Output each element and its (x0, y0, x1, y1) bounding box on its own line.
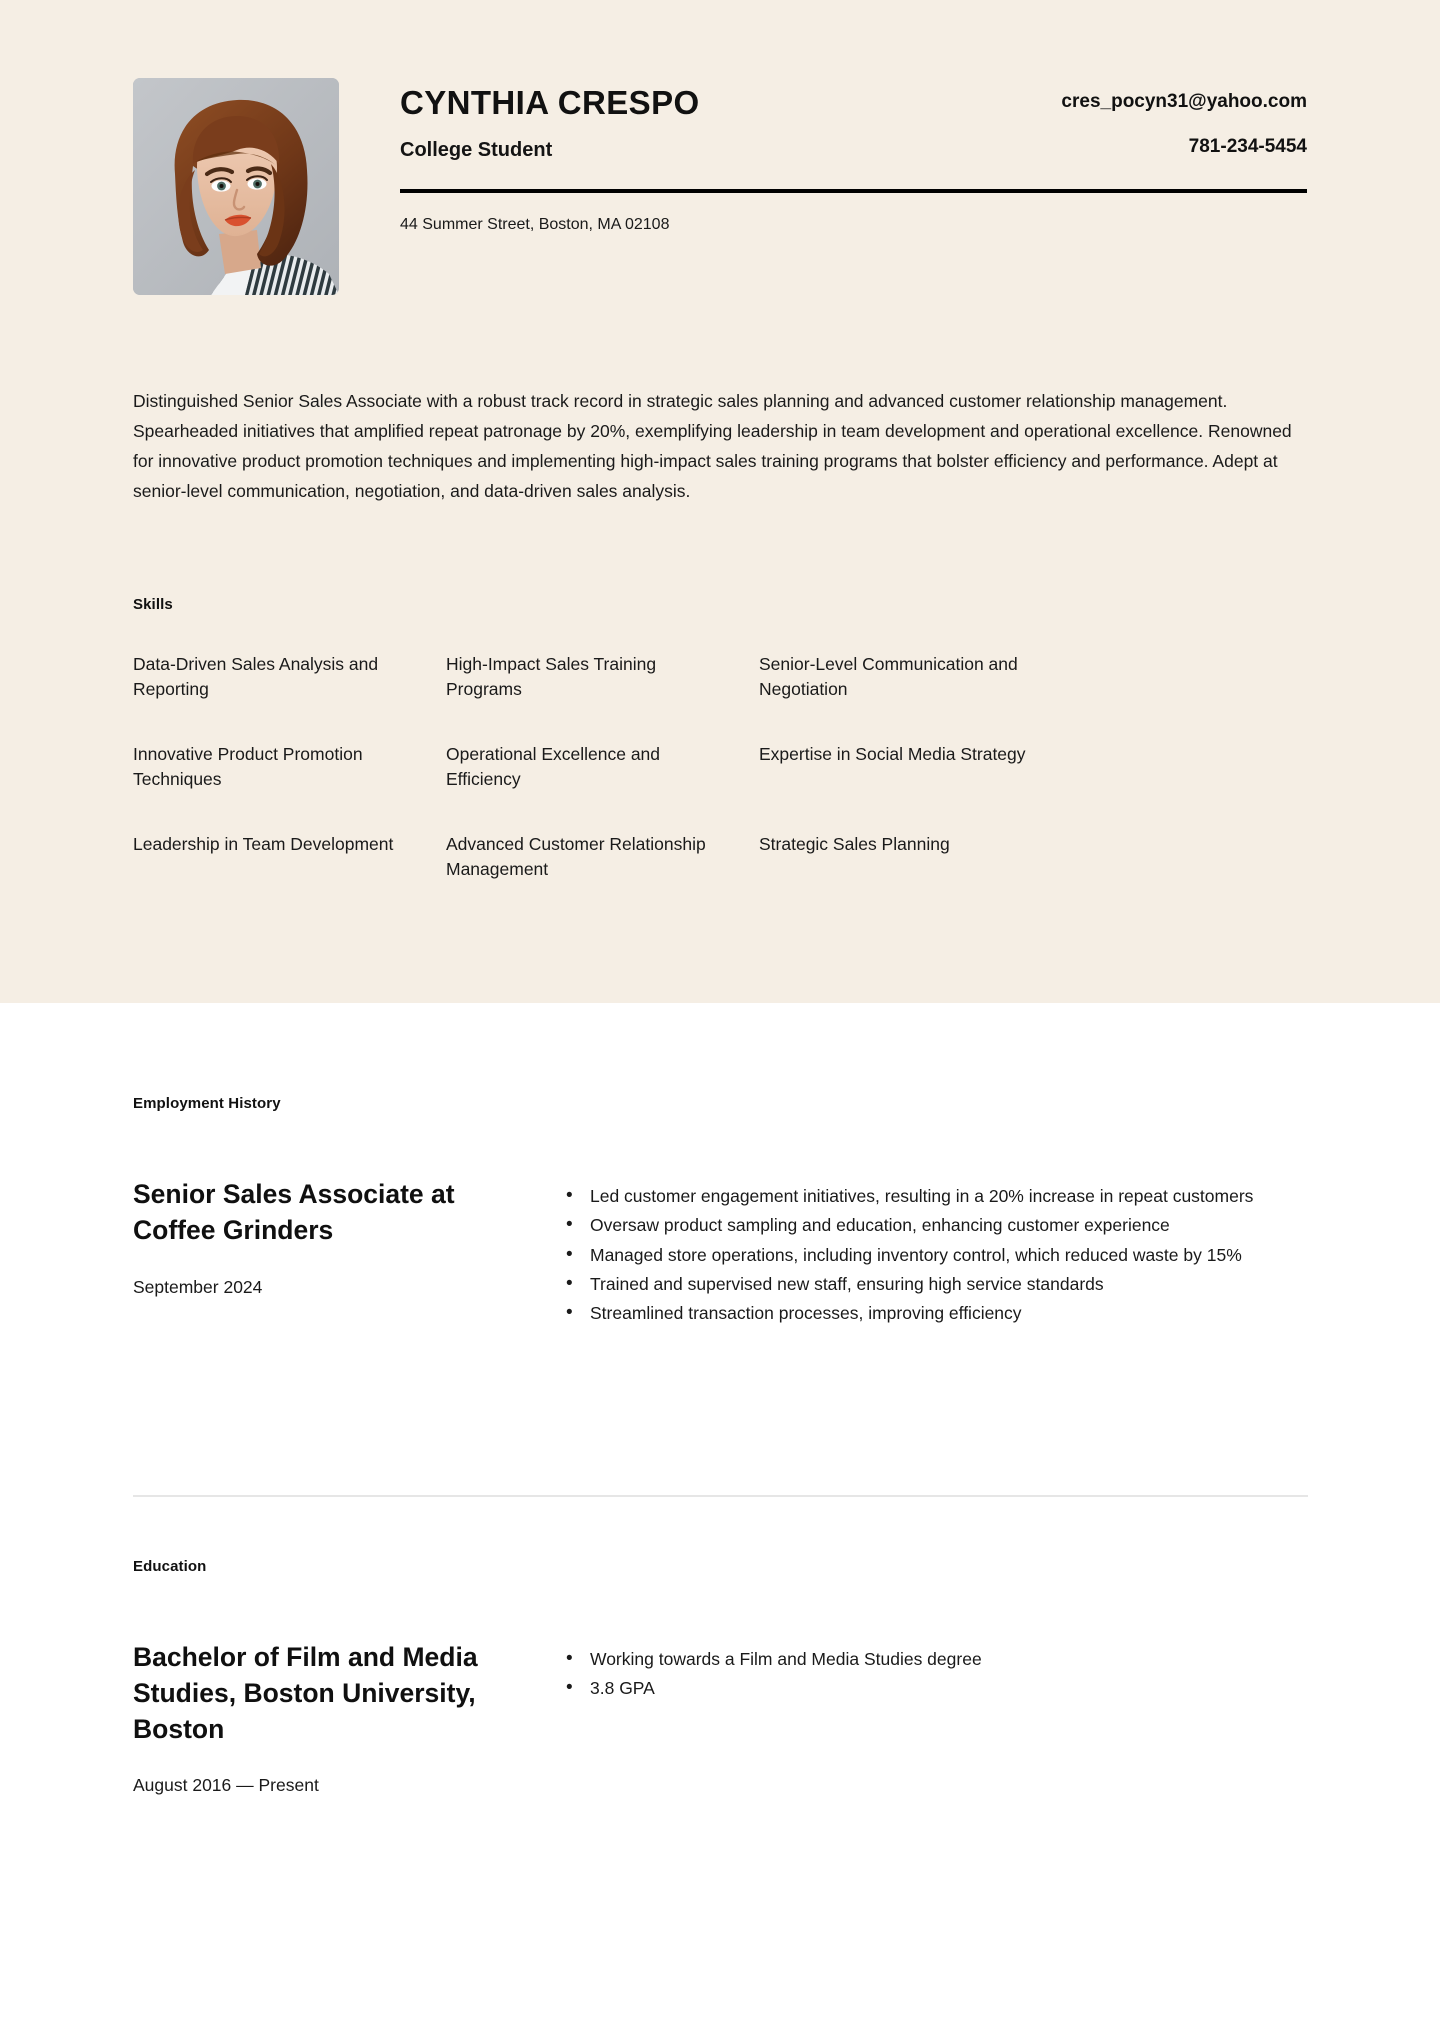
profile-photo (133, 78, 339, 295)
education-entry-date: August 2016 — Present (133, 1775, 319, 1796)
skills-grid (133, 652, 1308, 882)
header-rule (400, 189, 1307, 193)
skill-item: Data-Driven Sales Analysis and Reporting (133, 654, 379, 700)
resume-header (133, 78, 1307, 295)
list-item: • Working towards a Film and Media Studies degree (563, 1645, 1308, 1673)
skill-item: High-Impact Sales Training Programs (446, 654, 657, 700)
job-title: College Student (400, 138, 553, 161)
list-item: • Oversaw product sampling and education, enhancing customer experience (563, 1211, 1308, 1239)
skill-item: Strategic Sales Planning (759, 833, 950, 854)
skills-heading: Skills (133, 596, 173, 613)
education-entry-meta (133, 1640, 563, 1798)
contact-email[interactable]: cres_pocyn31@yahoo.com (1061, 91, 1307, 112)
employment-bullet-list (563, 1182, 1308, 1328)
contact-phone[interactable]: 781-234-5454 (1188, 135, 1307, 157)
list-item: • Led customer engagement initiatives, resulting in a 20% increase in repeat customers (563, 1182, 1308, 1210)
section-divider (133, 1495, 1308, 1497)
employment-heading: Employment History (133, 1095, 281, 1112)
education-section (133, 1558, 1308, 1798)
employment-entry-meta (133, 1177, 563, 1299)
skill-item: Expertise in Social Media Strategy (759, 743, 1026, 764)
employment-entry-details (563, 1177, 1308, 1329)
skill-item: Innovative Product Promotion Techniques (133, 743, 363, 790)
education-entry-details (563, 1640, 1308, 1704)
employment-entry-date: September 2024 (133, 1276, 263, 1297)
education-heading: Education (133, 1558, 207, 1575)
list-item: • Trained and supervised new staff, ensuring high service standards (563, 1270, 1308, 1298)
skill-item: Leadership in Team Development (133, 833, 394, 854)
education-entry (133, 1640, 1308, 1798)
employment-entry-title: Senior Sales Associate at Coffee Grinders (133, 1179, 455, 1245)
employment-section (133, 1095, 1308, 1329)
skill-item: Advanced Customer Relationship Management (446, 833, 706, 879)
list-item: • Managed store operations, including inventory control, which reduced waste by 15% (563, 1241, 1308, 1269)
skills-section (133, 596, 1308, 882)
list-item: • 3.8 GPA (563, 1674, 1308, 1702)
header-text-group (400, 78, 1307, 236)
skill-item: Operational Excellence and Efficiency (446, 743, 661, 790)
contact-group (1061, 84, 1307, 159)
list-item: • Streamlined transaction processes, improving efficiency (563, 1299, 1308, 1327)
employment-entry (133, 1177, 1308, 1329)
profile-summary: Distinguished Senior Sales Associate with a robust track record in strategic sales planning and advanced customer relationship management. Spearheaded initiatives that amplified repeat patronage by 20%, exemplifying leadership in team development and operational excellence. Renowned for innovative product promotion techniques and implementing high-impact sales training programs that bolster efficiency and performance. Adept at senior-level communication, negotiation, and data-driven sales analysis. (133, 391, 1292, 502)
page-title: CYNTHIA CRESPO (400, 84, 700, 121)
education-bullet-list (563, 1645, 1308, 1703)
skill-item: Senior-Level Communication and Negotiation (759, 654, 1018, 700)
contact-address: 44 Summer Street, Boston, MA 02108 (400, 215, 670, 233)
education-entry-title: Bachelor of Film and Media Studies, Boston University, Boston (133, 1642, 478, 1744)
